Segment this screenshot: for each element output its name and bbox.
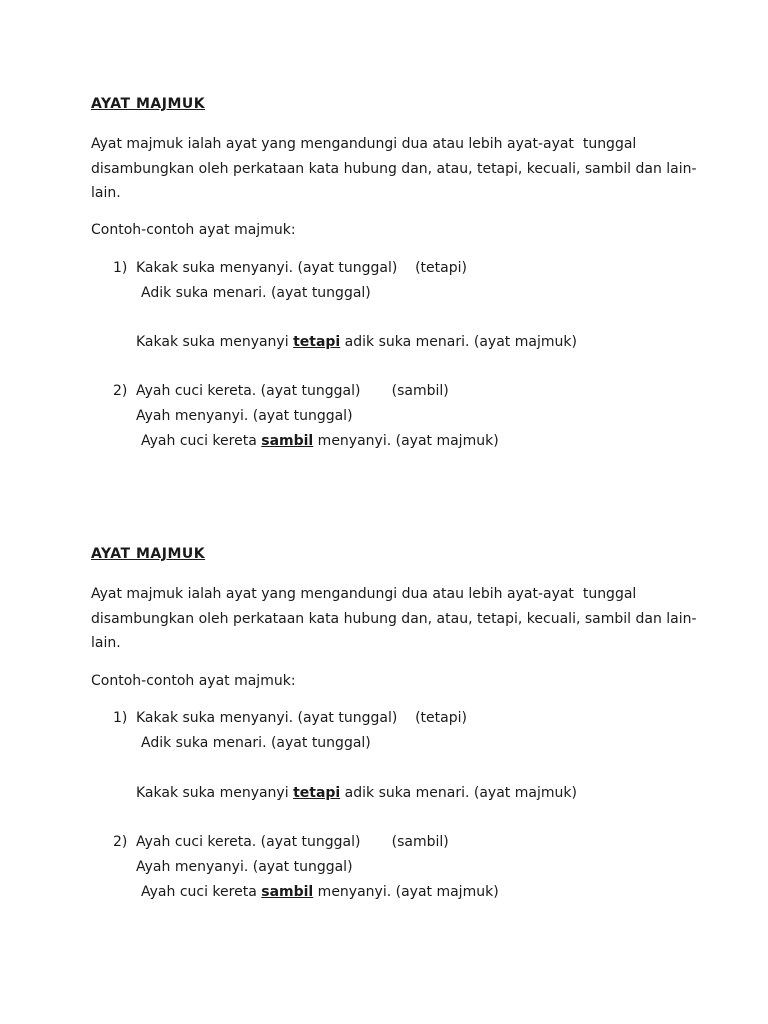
example-sentence: Adik suka menari. (ayat tunggal) (141, 285, 371, 301)
examples-label: Contoh-contoh ayat majmuk: (91, 222, 296, 238)
combined-text: adik suka menari. (ayat majmuk) (340, 785, 577, 801)
example-sentence: Ayah cuci kereta. (ayat tunggal) (sambil) (136, 834, 449, 850)
combined-text: Kakak suka menyanyi (136, 334, 294, 350)
combined-text: Kakak suka menyanyi (136, 785, 294, 801)
combined-sentence (136, 332, 577, 352)
definition-line: Ayat majmuk ialah ayat yang mengandungi dua atau lebih ayat-ayat tunggal (91, 586, 637, 602)
conjunction-keyword: tetapi (293, 785, 341, 801)
example-number: 2) (113, 834, 128, 850)
definition-line: lain. (91, 185, 121, 201)
combined-text: menyanyi. (ayat majmuk) (313, 884, 499, 900)
definition-line: disambungkan oleh perkataan kata hubung dan, atau, tetapi, kecuali, sambil dan lain- (91, 161, 697, 177)
definition-line: lain. (91, 635, 121, 651)
combined-text: Ayah cuci kereta (141, 884, 262, 900)
combined-sentence (141, 882, 499, 902)
example-sentence: Kakak suka menyanyi. (ayat tunggal) (tetapi) (136, 260, 467, 276)
combined-sentence (136, 783, 577, 803)
example-sentence: Ayah menyanyi. (ayat tunggal) (136, 859, 353, 875)
combined-text: Ayah cuci kereta (141, 433, 262, 449)
combined-text: menyanyi. (ayat majmuk) (313, 433, 499, 449)
example-sentence: Ayah cuci kereta. (ayat tunggal) (sambil) (136, 383, 449, 399)
section-heading: AYAT MAJMUK (91, 546, 206, 562)
example-number: 1) (113, 710, 128, 726)
section-heading: AYAT MAJMUK (91, 96, 206, 112)
combined-text: adik suka menari. (ayat majmuk) (340, 334, 577, 350)
definition-line: disambungkan oleh perkataan kata hubung dan, atau, tetapi, kecuali, sambil dan lain- (91, 611, 697, 627)
example-sentence: Kakak suka menyanyi. (ayat tunggal) (tetapi) (136, 710, 467, 726)
definition-line: Ayat majmuk ialah ayat yang mengandungi dua atau lebih ayat-ayat tunggal (91, 136, 637, 152)
example-number: 2) (113, 383, 128, 399)
examples-label: Contoh-contoh ayat majmuk: (91, 673, 296, 689)
example-sentence: Ayah menyanyi. (ayat tunggal) (136, 408, 353, 424)
example-sentence: Adik suka menari. (ayat tunggal) (141, 735, 371, 751)
conjunction-keyword: sambil (261, 433, 314, 449)
combined-sentence (141, 431, 499, 451)
conjunction-keyword: sambil (261, 884, 314, 900)
conjunction-keyword: tetapi (293, 334, 341, 350)
example-number: 1) (113, 260, 128, 276)
